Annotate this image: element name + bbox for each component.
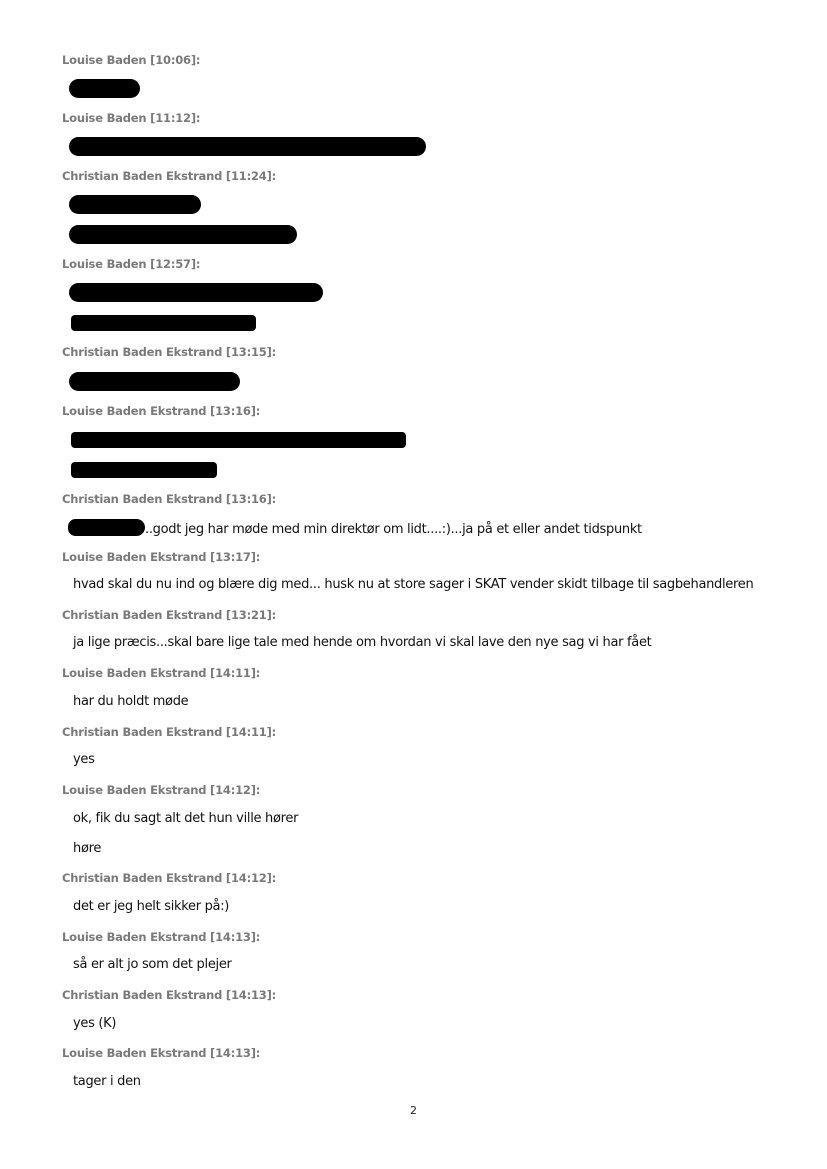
message-text: tager i den [73,1074,141,1089]
page-number: 2 [410,1104,417,1117]
redacted-text [69,283,323,302]
message-header: Christian Baden Ekstrand [14:13]: [62,988,277,1002]
message-text [71,519,642,537]
message-header: Christian Baden Ekstrand [14:12]: [62,871,277,885]
message-header: Louise Baden [11:12]: [62,111,201,125]
message-text: hvad skal du nu ind og blære dig med... husk nu at store sager i SKAT vender skidt tilbage til sagbehandleren [73,577,754,592]
message-text: har du holdt møde [73,694,189,709]
message-header: Louise Baden Ekstrand [14:13]: [62,930,261,944]
message-header: Christian Baden Ekstrand [14:11]: [62,725,277,739]
redacted-text [69,372,240,391]
message-header: Louise Baden Ekstrand [14:12]: [62,783,261,797]
redacted-text [71,432,406,448]
redacted-text [69,195,201,214]
message-header: Louise Baden Ekstrand [14:13]: [62,1046,261,1060]
redacted-text [71,315,256,331]
redacted-text [71,462,217,478]
message-text-content: ..godt jeg har møde med min direktør om lidt....:)...ja på et eller andet tidspunkt [145,522,642,537]
redacted-text [69,137,426,156]
message-header: Christian Baden Ekstrand [13:16]: [62,492,277,506]
redacted-text [69,79,140,98]
message-text: yes (K) [73,1016,117,1031]
message-text: ja lige præcis...skal bare lige tale med hende om hvordan vi skal lave den nye sag vi har fået [73,635,652,650]
redacted-text [68,519,145,536]
message-header: Christian Baden Ekstrand [13:21]: [62,608,277,622]
message-header: Louise Baden [12:57]: [62,257,201,271]
message-text: yes [73,752,95,767]
redacted-text [69,225,297,244]
message-header: Christian Baden Ekstrand [11:24]: [62,169,277,183]
message-text: det er jeg helt sikker på:) [73,899,230,914]
message-text: høre [73,841,102,856]
message-header: Christian Baden Ekstrand [13:15]: [62,345,277,359]
message-text: ok, fik du sagt alt det hun ville hører [73,811,299,826]
message-header: Louise Baden Ekstrand [13:16]: [62,404,261,418]
message-header: Louise Baden Ekstrand [13:17]: [62,550,261,564]
message-text: så er alt jo som det plejer [73,957,232,972]
message-header: Louise Baden [10:06]: [62,53,201,67]
message-header: Louise Baden Ekstrand [14:11]: [62,666,261,680]
